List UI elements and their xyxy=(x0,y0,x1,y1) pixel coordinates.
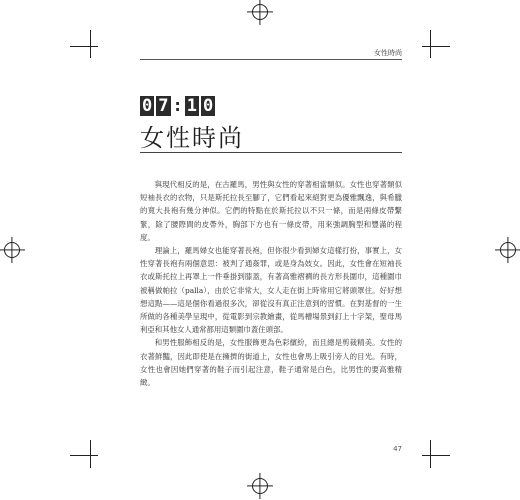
chapter-title: 女性時尚 xyxy=(140,124,244,152)
chapter-number-colon: : xyxy=(172,96,183,116)
crop-mark xyxy=(70,46,98,47)
crop-mark xyxy=(422,46,450,47)
running-header: 女性時尚 xyxy=(374,49,402,57)
registration-mark-top xyxy=(252,4,268,20)
crop-mark xyxy=(90,440,91,468)
chapter-number-digit: 0 xyxy=(203,96,214,116)
title-rule xyxy=(140,152,402,153)
paragraph: 和男性服飾相反的是，女性服飾更為色彩繽紛，而且總是剪裁精美。女性的衣著鮮豔，因此即使是在擁擠的街道上，女性也會馬上吸引旁人的目光。有時，女性也會因她們穿著的鞋子而引起注意，鞋子通常是白色，比男性的要高雅精緻。 xyxy=(140,338,402,388)
registration-mark-bottom xyxy=(252,478,268,494)
header-rule xyxy=(140,59,402,60)
chapter-number-digit: 1 xyxy=(186,96,197,116)
body-text xyxy=(140,178,402,389)
crop-mark xyxy=(430,440,431,468)
chapter-number-digit: 0 xyxy=(142,96,153,116)
crop-mark xyxy=(422,455,450,456)
paragraph: 理論上，羅馬婦女也能穿著長袍，但你很少看到婦女這樣打扮，事實上，女性穿著長袍有兩個意思：被判了通姦罪，或是身為妓女。因此，女性會在短袖長衣或斯托拉上再罩上一件垂掛到膝蓋，有著高雅褶襉的長方形長圍巾，這種圍巾被稱做帕拉（palla），由於它非常大，女人走在街上時常用它將頭罩住。好好想想這點——這是個你看過很多次，卻從沒有真正注意到的習慣。在對基督的一生所做的各種美學呈現中，從電影到宗教繪畫，從馬槽場景到釘上十字架，聖母馬利亞和其他女人通常都用這類圍巾蓋住頭部。 xyxy=(140,246,402,335)
page-number: 47 xyxy=(393,445,402,453)
chapter-number-digit: 7 xyxy=(158,96,169,116)
registration-mark-right xyxy=(500,242,516,258)
crop-mark xyxy=(430,30,431,58)
chapter-number xyxy=(140,96,215,116)
crop-mark xyxy=(90,30,91,58)
paragraph: 與現代相反的是，在古羅馬，男性與女性的穿著相當類似。女性也穿著類似短袖長衣的衣物，只是斯托拉長至腳了，它們看起來絕對更為優雅飄逸，與希臘的寬大長袍有幾分神似。它們的特點在於斯托拉以不只一條，而是兩條皮帶繫緊，除了腰際間的皮帶外，胸部下方也有一條皮帶，用來強調胸型和豐滿的程度。 xyxy=(140,180,402,242)
registration-mark-left xyxy=(4,242,20,258)
crop-mark xyxy=(70,455,98,456)
